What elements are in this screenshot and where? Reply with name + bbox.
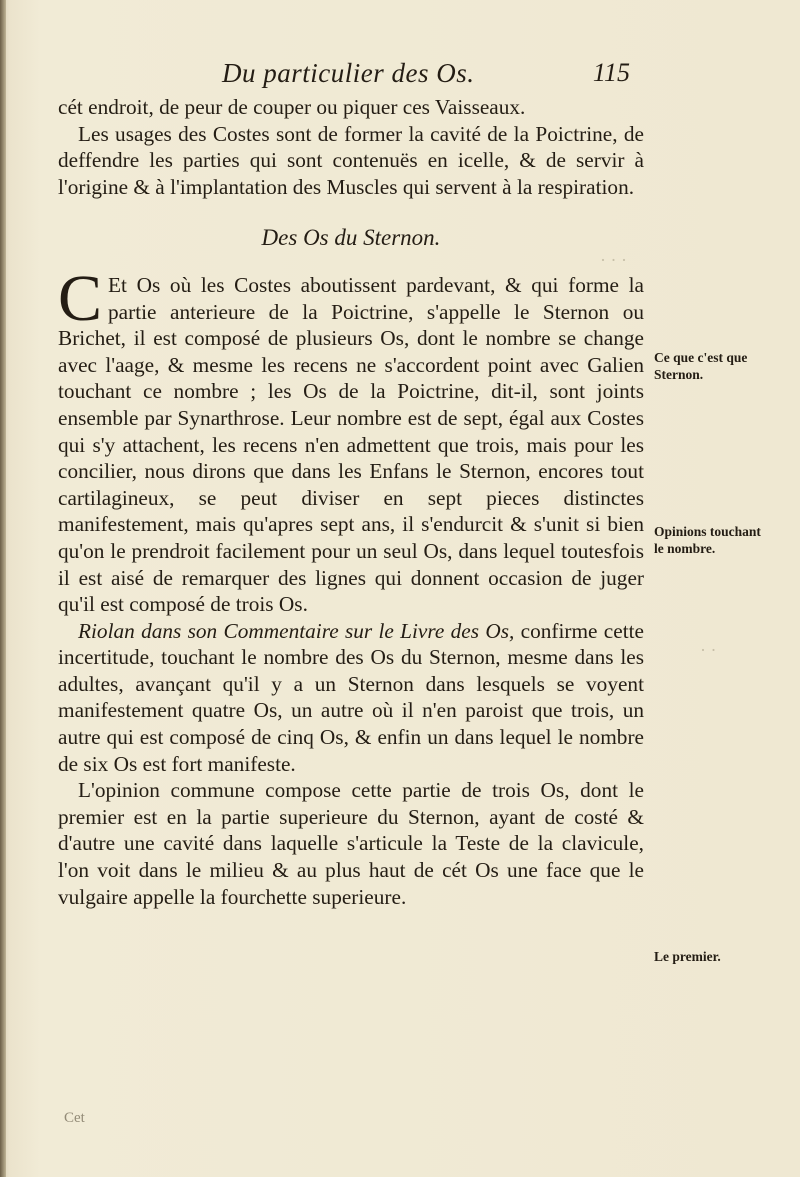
section-heading: Des Os du Sternon. <box>261 225 441 251</box>
page-header <box>200 58 630 98</box>
main-text <box>58 94 644 910</box>
margin-note-premier: Le premier. <box>654 949 721 964</box>
paragraph-2: Les usages des Costes sont de former la cavité de la Poictrine, de deffendre les parties qui sont contenuës en icelle, & de servir à l'origine & à l'implantation des Muscles qui servent à la respiration. <box>58 121 644 199</box>
margin-note-opinions: Opinions touchant le nombre. <box>654 524 761 556</box>
bleed-through-mark: · · <box>700 640 717 660</box>
catchword: Cet <box>64 1110 85 1126</box>
paragraph-1: cét endroit, de peur de couper ou piquer ces Vaisseaux. <box>58 95 526 119</box>
paragraph-5: L'opinion commune compose cette partie de trois Os, dont le premier est en la partie superieure du Sternon, ayant de costé & d'autre une cavité dans laquelle s'articule la Teste de la clavicule, l'on voit dans le milieu & au plus haut de cét Os une face que le vulgaire appelle la fourchette superieure. <box>58 778 644 909</box>
margin-note-sternon: Ce que c'est que Sternon. <box>654 350 748 382</box>
binding-edge <box>0 0 6 1177</box>
riolan-reference: Riolan dans son Commentaire sur le Livre des Os, <box>78 618 515 643</box>
paragraph-3-text: Et Os où les Costes aboutissent pardevant, & qui forme la partie anterieure de la Poictrine, s'appelle le Sternon ou Brichet, il est composé de plusieurs Os, dont le nombre se change avec l'aage, & mesme les recens ne s'accordent point avec Galien touchant ce nombre ; les Os de la Poictrine, dit-il, sont joints ensemble par Synarthrose. Leur nombre est de sept, égal aux Costes qui s'y attachent, les recens n'en admettent que trois, mais pour les concilier, nous dirons que dans les Enfans le Sternon, encores tout cartilagineux, se peut diviser en sept pieces distinctes manifestement, mais qu'apres sept ans, il s'endurcit & s'unit si bien qu'on le prendroit facilement pour un seul Os, dans lequel toutesfois il est aisé de remarquer des lignes qui donnent occasion de juger qu'il est composé de trois Os. <box>58 272 644 617</box>
page-number: 115 <box>592 58 630 87</box>
bleed-through-mark: · · · <box>600 250 627 270</box>
drop-cap: C <box>58 261 103 335</box>
paragraph-4-text: confirme cette incertitude, touchant le nombre des Os du Sternon, mesme dans les adultes, avançant qu'il y a un Sternon dans lesquels se voyent manifestement quatre Os, un autre où il n'en paroist que trois, un autre qui est composé de cinq Os, & enfin un dans lequel le nombre de six Os est fort manifeste. <box>58 618 644 776</box>
paragraph-3 <box>58 261 644 618</box>
running-title: Du particulier des Os. <box>222 58 475 88</box>
paragraph-4 <box>58 618 644 778</box>
